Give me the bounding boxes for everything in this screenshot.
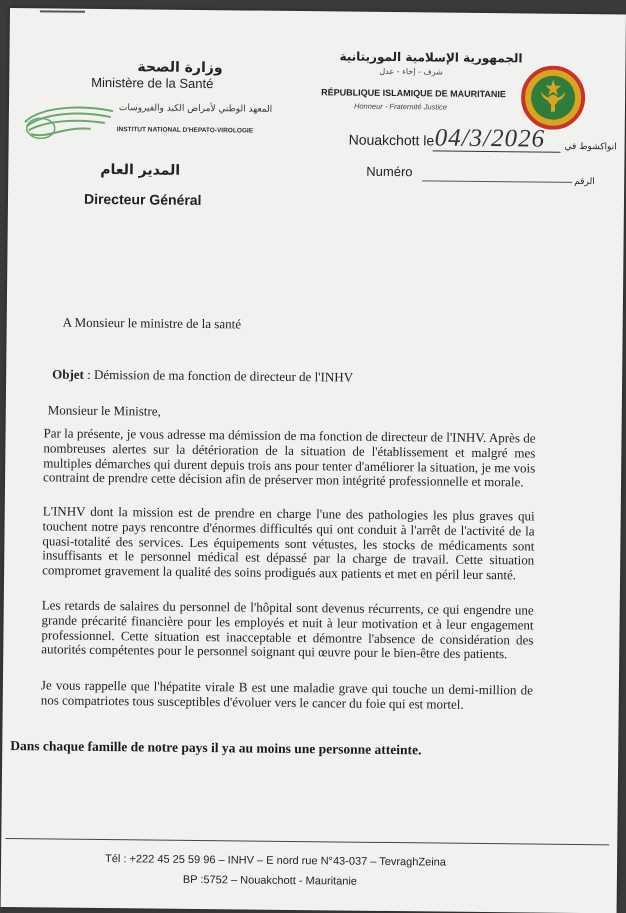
number-label-arabic: الرقم <box>574 176 595 188</box>
body-paragraph: Par la présente, je vous adresse ma démission de ma fonction de directeur de l'INHV. Après de nombreuses alertes sur la détérioration de la situation de l'établissement et malgré mes multiples démarches qui durent depuis trois ans pour tenter d'améliorer la situation, je me vois contraint de prendre cette décision afin de préserver mon intégrité professionnelle et morale. <box>43 425 536 490</box>
footer-rule <box>5 838 609 845</box>
national-emblem-icon <box>521 65 586 130</box>
date-label-arabic: انواكشوط في <box>564 141 617 153</box>
place-label: Nouakchott le <box>348 131 435 149</box>
ministry-name: Ministère de la Santé <box>91 74 214 92</box>
number-underline <box>422 180 572 183</box>
salutation: Monsieur le Ministre, <box>47 402 161 419</box>
footer-address: BP :5752 – Nouakchott - Mauritanie <box>182 873 358 888</box>
letter-sheet <box>1 8 626 913</box>
object-line <box>52 366 353 385</box>
institute-name: INSTITUT NATIONAL D'HEPATO-VIROLOGIE <box>116 126 254 135</box>
institute-name-arabic: المعهد الوطني لأمراض الكبد والفيروسات <box>118 103 273 115</box>
top-rule <box>40 10 85 12</box>
republic-name: RÉPUBLIQUE ISLAMIQUE DE MAURITANIE <box>321 87 507 100</box>
motto: Honneur - Fraternité Justice <box>353 101 448 112</box>
director-title: Directeur Général <box>83 190 202 209</box>
director-title-arabic: المدير العام <box>100 161 181 179</box>
handwritten-date: 04/3/2026 <box>434 124 546 153</box>
ministry-name-arabic: وزارة الصحة <box>137 59 223 77</box>
republic-name-arabic: الجمهورية الإسلامية الموريتانية <box>339 49 523 66</box>
body-paragraph: Je vous rappelle que l'hépatite virale B est une maladie grave qui touche un demi-million de nos compatriotes tous susceptibles d'évoluer vers le cancer du foie qui est mortel. <box>40 677 533 712</box>
inhv-logo-icon <box>21 100 117 145</box>
body-paragraph: L'INHV dont la mission est de prendre en charge l'une des pathologies les plus graves qui touchent notre pays rencontre d'énormes difficultés qui ont conduit à l'arrêt de l'activité de la quasi-totalité des services. Les équipements sont vétustes, les stocks de médicaments sont insuffisants et le personnel médical est dépassé par la charge de travail. Cette situation compromet gravement la qualité des soins prodigués aux patients et met en péril leur santé. <box>42 503 535 583</box>
object-text: : Démission de ma fonction de directeur de l'INHV <box>83 366 354 385</box>
number-label: Numéro <box>366 163 413 180</box>
motto-arabic: شرف - إخاء - عدل <box>379 66 443 77</box>
body-paragraph: Les retards de salaires du personnel de l'hôpital sont devenus récurrents, ce qui engendre une grande précarité financière pour les employés et nuit à leur motivation et à leur engagement professionnel. Cette situation est inacceptable et démontre l'absence de considération des autorités compétentes pour le personnel soignant qui œuvre pour le bien-être des patients. <box>41 597 534 662</box>
closing-statement: Dans chaque famille de notre pays il ya au moins une personne atteinte. <box>10 738 422 758</box>
addressee: A Monsieur le ministre de la santé <box>62 314 242 332</box>
object-label: Objet <box>52 366 85 382</box>
footer-contact: Tél : +222 45 25 59 96 – INHV – E nord rue N°43-037 – TevraghZeina <box>105 853 446 869</box>
